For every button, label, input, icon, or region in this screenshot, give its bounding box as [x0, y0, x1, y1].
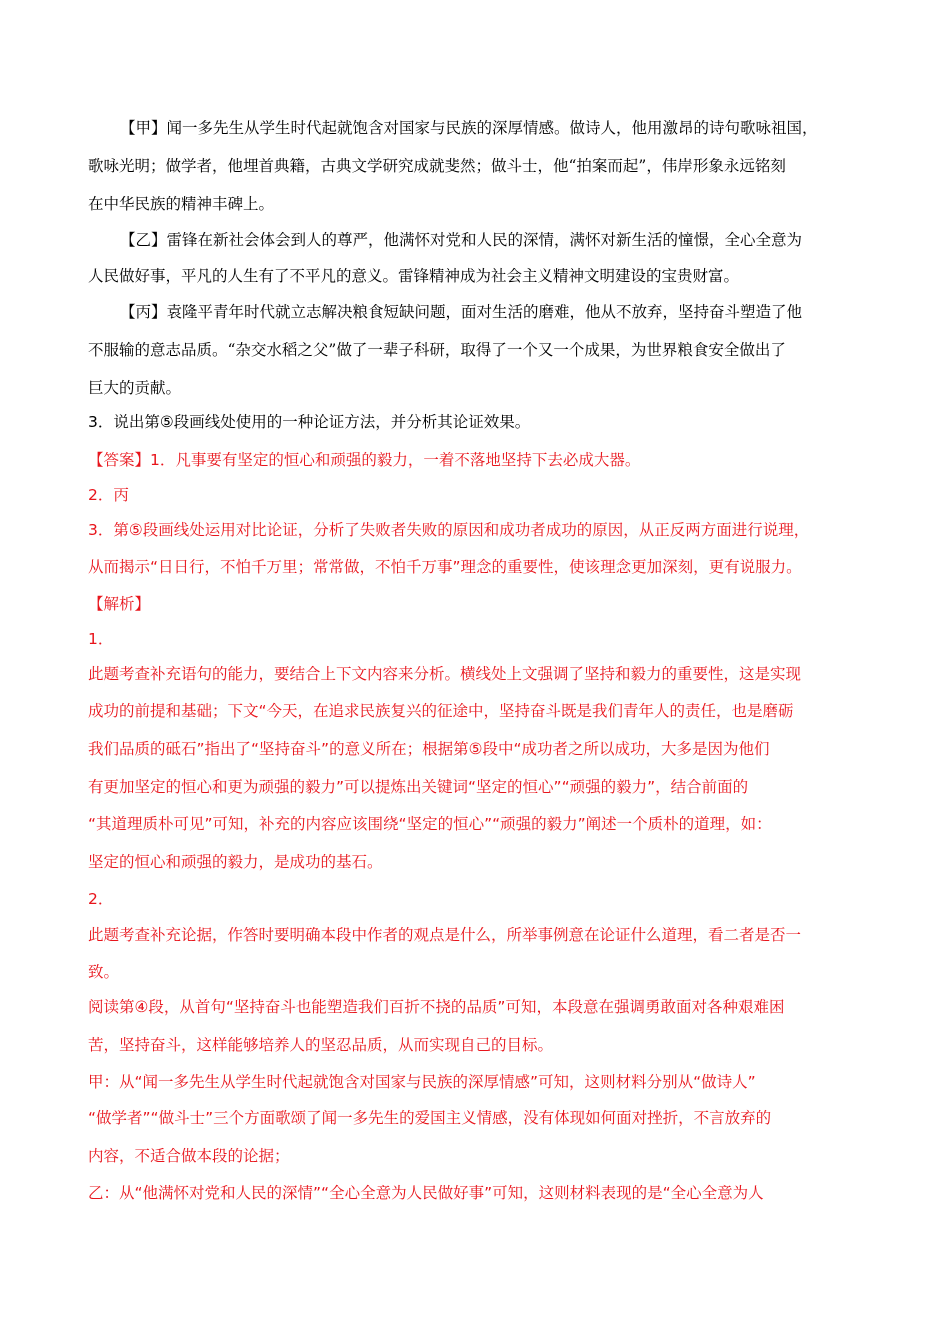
- analysis-1-line-5: “其道理质朴可见”可知，补充的内容应该围绕“坚定的恒心”“顽强的毅力”阐述一个质朴的道理，如：: [88, 815, 772, 833]
- analysis-1-line-6: 坚定的恒心和顽强的毅力，是成功的基石。: [88, 853, 383, 871]
- analysis-2-line-3: 阅读第④段，从首句“坚持奋斗也能塑造我们百折不挠的品质”可知，本段意在强调勇敢面对各种艰难困: [88, 998, 785, 1016]
- analysis-2-line-5: 甲：从“闻一多先生从学生时代起就饱含对国家与民族的深厚情感”可知，这则材料分别从“做诗人”: [88, 1073, 756, 1091]
- question-3: 3．说出第⑤段画线处使用的一种论证方法，并分析其论证效果。: [88, 413, 531, 431]
- analysis-2-line-1: 此题考查补充论据，作答时要明确本段中作者的观点是什么，所举事例意在论证什么道理，看二者是否一: [88, 926, 802, 944]
- material-yi-line-2: 人民做好事，平凡的人生有了不平凡的意义。雷锋精神成为社会主义精神文明建设的宝贵财富。: [88, 267, 740, 285]
- answer-3-line-1: 3．第⑤段画线处运用对比论证，分析了失败者失败的原因和成功者成功的原因，从正反两方面进行说理，: [88, 521, 810, 539]
- analysis-2-line-8: 乙：从“他满怀对党和人民的深情”“全心全意为人民做好事”可知，这则材料表现的是“全心全意为人: [88, 1184, 764, 1202]
- analysis-2-line-4: 苦，坚持奋斗，这样能够培养人的坚忍品质，从而实现自己的目标。: [88, 1036, 554, 1054]
- material-bing-line-2: 不服输的意志品质。“杂交水稻之父”做了一辈子科研，取得了一个又一个成果，为世界粮食安全做出了: [88, 341, 786, 359]
- analysis-1-line-3: 我们品质的砥石”指出了“坚持奋斗”的意义所在；根据第⑤段中“成功者之所以成功，大多是因为他们: [88, 740, 770, 758]
- analysis-1-line-4: 有更加坚定的恒心和更为顽强的毅力”可以提炼出关键词“坚定的恒心”“顽强的毅力”，结合前面的: [88, 778, 749, 796]
- material-yi-line-1: 【乙】雷锋在新社会体会到人的尊严，他满怀对党和人民的深情，满怀对新生活的憧憬，全心全意为: [120, 231, 803, 249]
- analysis-number-2: 2．: [88, 890, 114, 908]
- analysis-2-line-6: “做学者”“做斗士”三个方面歌颂了闻一多先生的爱国主义情感，没有体现如何面对挫折，不言放弃的: [88, 1109, 772, 1127]
- material-jia-line-2: 歌咏光明；做学者，他埋首典籍，古典文学研究成就斐然；做斗士，他“拍案而起”，伟岸形象永远铭刻: [88, 157, 786, 175]
- analysis-1-line-2: 成功的前提和基础；下文“今天，在追求民族复兴的征途中，坚持奋斗既是我们青年人的责任，也是磨砺: [88, 702, 794, 720]
- analysis-number-1: 1．: [88, 630, 114, 648]
- material-jia-line-3: 在中华民族的精神丰碑上。: [88, 195, 275, 213]
- analysis-header: 【解析】: [88, 595, 151, 613]
- analysis-1-line-1: 此题考查补充语句的能力，要结合上下文内容来分析。横线处上文强调了坚持和毅力的重要性，这是实现: [88, 665, 802, 683]
- answer-3-line-2: 从而揭示“日日行，不怕千万里；常常做，不怕千万事”理念的重要性，使该理念更加深刻，更有说服力。: [88, 558, 802, 576]
- analysis-2-line-7: 内容，不适合做本段的论据；: [88, 1147, 290, 1165]
- material-bing-line-3: 巨大的贡献。: [88, 379, 182, 397]
- material-jia-line-1: 【甲】闻一多先生从学生时代起就饱含对国家与民族的深厚情感。做诗人，他用激昂的诗句歌咏祖国，: [120, 119, 818, 137]
- material-bing-line-1: 【丙】袁隆平青年时代就立志解决粮食短缺问题，面对生活的磨难，他从不放弃，坚持奋斗塑造了他: [120, 303, 803, 321]
- answer-2: 2．丙: [88, 486, 129, 504]
- analysis-2-line-2: 致。: [88, 963, 120, 981]
- answer-1: 【答案】1．凡事要有坚定的恒心和顽强的毅力，一着不落地坚持下去必成大器。: [88, 451, 641, 469]
